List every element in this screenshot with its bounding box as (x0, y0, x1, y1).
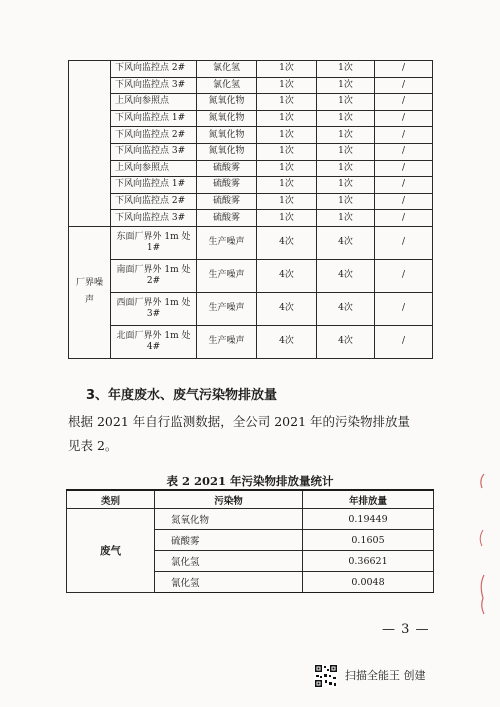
pollutant-cell: 硫酸雾 (197, 177, 257, 194)
frequency-cell: 4次 (317, 325, 375, 358)
table-row (69, 77, 433, 94)
pollutant-cell: 硫酸雾 (197, 193, 257, 210)
frequency-cell: 1次 (257, 193, 317, 210)
table-row (69, 110, 433, 127)
remark-cell: / (375, 160, 433, 177)
amount-cell: 0.1605 (303, 530, 434, 551)
pollutant-cell: 氯化氢 (155, 551, 303, 572)
section-heading: 3、年度废水、废气污染物排放量 (86, 388, 278, 403)
location-cell: 下风向监控点 1# (111, 177, 197, 194)
frequency-cell: 1次 (317, 127, 375, 144)
location-cell: 上风向参照点 (111, 160, 197, 177)
frequency-cell: 1次 (257, 77, 317, 94)
table-row (69, 160, 433, 177)
frequency-cell: 4次 (257, 259, 317, 292)
pollutant-cell: 氯化氢 (197, 61, 257, 78)
frequency-cell: 1次 (257, 61, 317, 78)
frequency-cell: 1次 (317, 110, 375, 127)
frequency-cell: 4次 (317, 226, 375, 259)
amount-cell: 0.19449 (303, 509, 434, 530)
pollutant-cell: 氰化氢 (155, 572, 303, 593)
category-cell (69, 61, 111, 227)
header-category: 类别 (67, 490, 155, 509)
frequency-cell: 1次 (257, 177, 317, 194)
remark-cell: / (375, 127, 433, 144)
frequency-cell: 4次 (257, 325, 317, 358)
remark-cell: / (375, 325, 433, 358)
page-number: — 3 — (382, 622, 430, 637)
frequency-cell: 1次 (257, 210, 317, 227)
remark-cell: / (375, 259, 433, 292)
table-row (69, 177, 433, 194)
table-row (69, 292, 433, 325)
table-row (67, 509, 434, 530)
table-row (69, 193, 433, 210)
remark-cell: / (375, 110, 433, 127)
paragraph-line-2: 见表 2。 (68, 438, 118, 453)
location-cell: 西面厂界外 1m 处 3# (111, 292, 197, 325)
table-row (69, 226, 433, 259)
pollutant-cell: 生产噪声 (197, 226, 257, 259)
frequency-cell: 4次 (317, 259, 375, 292)
frequency-cell: 1次 (317, 160, 375, 177)
remark-cell: / (375, 210, 433, 227)
location-cell: 下风向监控点 3# (111, 143, 197, 160)
frequency-cell: 1次 (257, 160, 317, 177)
location-cell: 下风向监控点 3# (111, 77, 197, 94)
frequency-cell: 1次 (317, 193, 375, 210)
pollutant-cell: 氯化氢 (197, 77, 257, 94)
header-pollutant: 污染物 (155, 490, 303, 509)
location-cell: 上风向参照点 (111, 94, 197, 111)
pollutant-cell: 氮氧化物 (197, 127, 257, 144)
table-row (69, 259, 433, 292)
remark-cell: / (375, 292, 433, 325)
pollutant-cell: 氮氧化物 (197, 94, 257, 111)
location-cell: 下风向监控点 2# (111, 61, 197, 78)
table-row (69, 143, 433, 160)
location-cell: 下风向监控点 2# (111, 193, 197, 210)
table-row (69, 325, 433, 358)
table2-header-row (67, 490, 434, 509)
remark-cell: / (375, 193, 433, 210)
pollutant-cell: 硫酸雾 (197, 210, 257, 227)
table-row (69, 94, 433, 111)
amount-cell: 0.36621 (303, 551, 434, 572)
stamp-edge-mark (476, 470, 486, 620)
pollutant-cell: 生产噪声 (197, 325, 257, 358)
frequency-cell: 1次 (317, 143, 375, 160)
remark-cell: / (375, 94, 433, 111)
pollutant-cell: 生产噪声 (197, 292, 257, 325)
amount-cell: 0.0048 (303, 572, 434, 593)
remark-cell: / (375, 61, 433, 78)
frequency-cell: 1次 (317, 94, 375, 111)
frequency-cell: 1次 (257, 127, 317, 144)
table2-title: 表 2 2021 年污染物排放量统计 (166, 474, 334, 488)
table-row (69, 61, 433, 78)
pollutant-cell: 氮氧化物 (197, 110, 257, 127)
frequency-cell: 4次 (257, 226, 317, 259)
frequency-cell: 1次 (317, 61, 375, 78)
location-cell: 南面厂界外 1m 处 2# (111, 259, 197, 292)
pollutant-cell: 生产噪声 (197, 259, 257, 292)
frequency-cell: 1次 (317, 210, 375, 227)
location-cell: 下风向监控点 3# (111, 210, 197, 227)
pollutant-cell: 硫酸雾 (155, 530, 303, 551)
remark-cell: / (375, 226, 433, 259)
scanner-watermark: 扫描全能王 创建 (345, 669, 426, 682)
table-row (69, 210, 433, 227)
frequency-cell: 1次 (257, 94, 317, 111)
remark-cell: / (375, 177, 433, 194)
monitoring-table (68, 60, 433, 359)
frequency-cell: 4次 (257, 292, 317, 325)
frequency-cell: 1次 (317, 177, 375, 194)
qr-code-icon (314, 664, 338, 688)
frequency-cell: 1次 (317, 77, 375, 94)
header-amount: 年排放量 (303, 490, 434, 509)
pollutant-cell: 氮氧化物 (197, 143, 257, 160)
pollutant-cell: 氮氧化物 (155, 509, 303, 530)
pollutant-cell: 硫酸雾 (197, 160, 257, 177)
frequency-cell: 4次 (317, 292, 375, 325)
table-row (69, 127, 433, 144)
frequency-cell: 1次 (257, 143, 317, 160)
location-cell: 北面厂界外 1m 处 4# (111, 325, 197, 358)
location-cell: 下风向监控点 1# (111, 110, 197, 127)
emission-table (66, 489, 434, 593)
location-cell: 东面厂界外 1m 处 1# (111, 226, 197, 259)
frequency-cell: 1次 (257, 110, 317, 127)
remark-cell: / (375, 77, 433, 94)
remark-cell: / (375, 143, 433, 160)
paragraph-line-1: 根据 2021 年自行监测数据，全公司 2021 年的污染物排放量 (68, 414, 411, 429)
category-cell: 废气 (67, 509, 155, 593)
location-cell: 下风向监控点 2# (111, 127, 197, 144)
noise-category-cell: 厂界噪声 (69, 226, 111, 358)
